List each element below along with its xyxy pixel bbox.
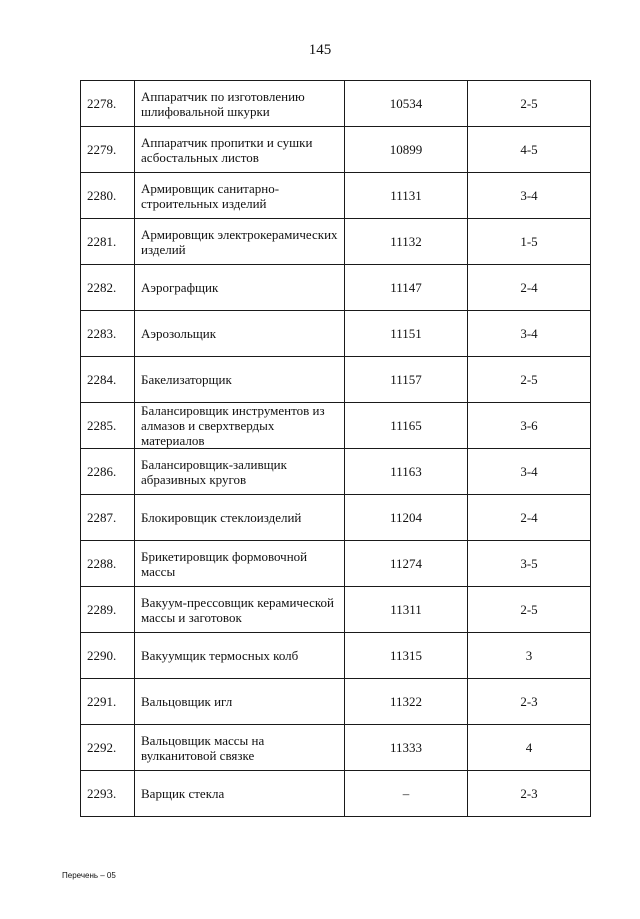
grade-range: 2-3 <box>468 679 591 725</box>
professions-table <box>80 80 591 817</box>
row-number: 2281. <box>81 219 135 265</box>
profession-code: 11274 <box>345 541 468 587</box>
profession-name: Аппаратчик по изготовлению шлифовальной шкурки <box>135 81 345 127</box>
table-row <box>81 449 591 495</box>
row-number: 2280. <box>81 173 135 219</box>
grade-range: 2-5 <box>468 357 591 403</box>
row-number: 2287. <box>81 495 135 541</box>
grade-range: 2-4 <box>468 265 591 311</box>
table-row <box>81 771 591 817</box>
row-number: 2285. <box>81 403 135 449</box>
table-row <box>81 679 591 725</box>
row-number: 2282. <box>81 265 135 311</box>
row-number: 2284. <box>81 357 135 403</box>
table-row <box>81 541 591 587</box>
table-row <box>81 173 591 219</box>
row-number: 2278. <box>81 81 135 127</box>
footer-label: Перечень – 05 <box>62 871 116 880</box>
row-number: 2291. <box>81 679 135 725</box>
profession-code: 11157 <box>345 357 468 403</box>
table-row <box>81 633 591 679</box>
grade-range: 4-5 <box>468 127 591 173</box>
profession-code: 11132 <box>345 219 468 265</box>
grade-range: 3-6 <box>468 403 591 449</box>
row-number: 2292. <box>81 725 135 771</box>
table-body <box>81 81 591 817</box>
profession-name: Вальцовщик массы на вулканитовой связке <box>135 725 345 771</box>
grade-range: 2-4 <box>468 495 591 541</box>
table-row <box>81 81 591 127</box>
profession-name: Аэрозольщик <box>135 311 345 357</box>
profession-name: Балансировщик инструментов из алмазов и сверхтвердых материалов <box>135 403 345 449</box>
profession-code: 11204 <box>345 495 468 541</box>
row-number: 2289. <box>81 587 135 633</box>
profession-code: 11311 <box>345 587 468 633</box>
table-row <box>81 265 591 311</box>
row-number: 2286. <box>81 449 135 495</box>
table-row <box>81 357 591 403</box>
profession-code: 11165 <box>345 403 468 449</box>
profession-name: Вакуумщик термосных колб <box>135 633 345 679</box>
grade-range: 2-5 <box>468 587 591 633</box>
page-number: 145 <box>308 42 332 58</box>
profession-name: Варщик стекла <box>135 771 345 817</box>
table-row <box>81 495 591 541</box>
grade-range: 4 <box>468 725 591 771</box>
profession-name: Аппаратчик пропитки и сушки асбостальных листов <box>135 127 345 173</box>
grade-range: 2-3 <box>468 771 591 817</box>
table-row <box>81 127 591 173</box>
row-number: 2288. <box>81 541 135 587</box>
profession-name: Брикетировщик формовочной массы <box>135 541 345 587</box>
profession-code: 11151 <box>345 311 468 357</box>
row-number: 2279. <box>81 127 135 173</box>
profession-code: 11147 <box>345 265 468 311</box>
profession-name: Армировщик санитарно-строительных изделий <box>135 173 345 219</box>
grade-range: 2-5 <box>468 81 591 127</box>
profession-name: Армировщик электрокерамических изделий <box>135 219 345 265</box>
grade-range: 3-5 <box>468 541 591 587</box>
table-row <box>81 219 591 265</box>
grade-range: 3-4 <box>468 449 591 495</box>
row-number: 2293. <box>81 771 135 817</box>
profession-code: 11322 <box>345 679 468 725</box>
table-row <box>81 403 591 449</box>
table-row <box>81 311 591 357</box>
profession-code: 11131 <box>345 173 468 219</box>
table-row <box>81 725 591 771</box>
row-number: 2290. <box>81 633 135 679</box>
profession-name: Вакуум-прессовщик керамической массы и заготовок <box>135 587 345 633</box>
profession-name: Балансировщик-заливщик абразивных кругов <box>135 449 345 495</box>
table-row <box>81 587 591 633</box>
profession-name: Вальцовщик игл <box>135 679 345 725</box>
profession-code: 11163 <box>345 449 468 495</box>
row-number: 2283. <box>81 311 135 357</box>
profession-code: 11315 <box>345 633 468 679</box>
grade-range: 1-5 <box>468 219 591 265</box>
profession-name: Блокировщик стеклоизделий <box>135 495 345 541</box>
profession-code: – <box>345 771 468 817</box>
profession-name: Бакелизаторщик <box>135 357 345 403</box>
profession-code: 10899 <box>345 127 468 173</box>
profession-code: 10534 <box>345 81 468 127</box>
profession-name: Аэрографщик <box>135 265 345 311</box>
grade-range: 3-4 <box>468 173 591 219</box>
grade-range: 3-4 <box>468 311 591 357</box>
grade-range: 3 <box>468 633 591 679</box>
profession-code: 11333 <box>345 725 468 771</box>
